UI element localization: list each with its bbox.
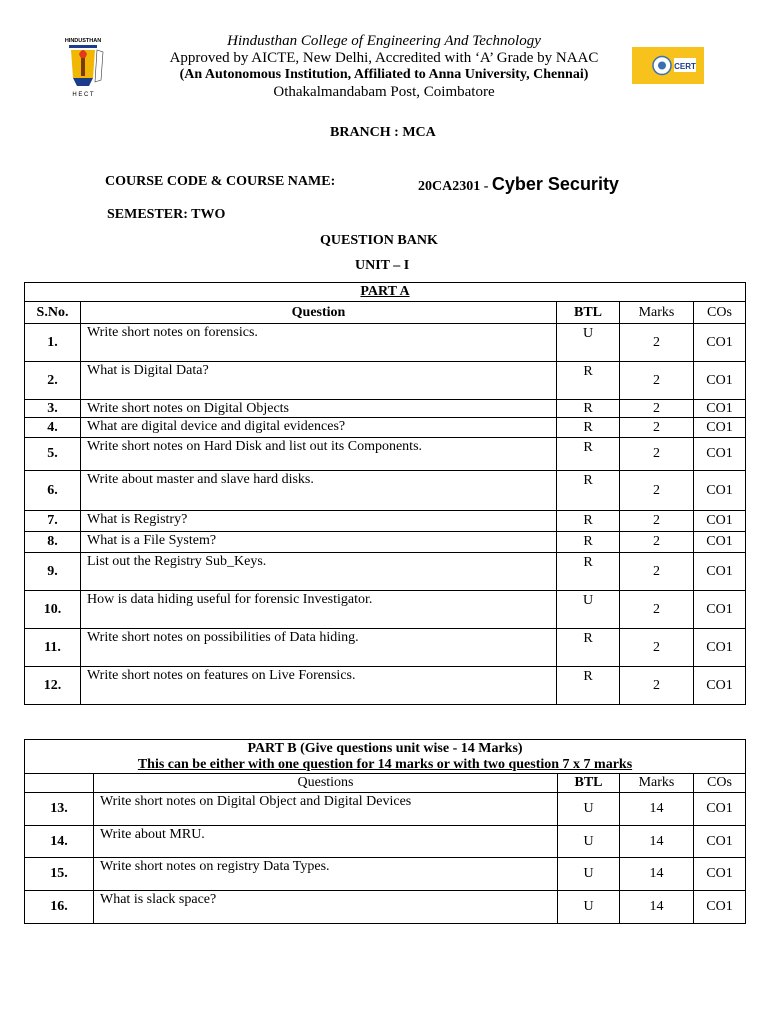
row-question: Write short notes on features on Live Forensics.: [81, 667, 557, 705]
row-sno: 7.: [25, 511, 81, 532]
row-co: CO1: [694, 629, 746, 667]
row-marks: 2: [620, 324, 694, 362]
cert-logo: [632, 47, 704, 84]
row-co: CO1: [694, 362, 746, 400]
row-question: Write short notes on Digital Objects: [81, 400, 557, 418]
row-question: What are digital device and digital evidences?: [81, 418, 557, 438]
address-line: Othakalmandabam Post, Coimbatore: [273, 84, 495, 100]
row-btl: U: [558, 826, 620, 858]
row-marks: 2: [620, 400, 694, 418]
col-question: Question: [81, 302, 557, 324]
row-marks: 14: [620, 826, 694, 858]
row-co: CO1: [694, 667, 746, 705]
course-code: [418, 174, 619, 195]
row-question: Write about MRU.: [94, 826, 558, 858]
table-row: [25, 362, 746, 400]
row-marks: 2: [620, 553, 694, 591]
row-marks: 2: [620, 511, 694, 532]
part-b-table: [24, 739, 746, 924]
table-row: [25, 471, 746, 511]
row-co: CO1: [694, 400, 746, 418]
row-co: CO1: [694, 324, 746, 362]
row-question: Write short notes on Hard Disk and list out its Components.: [81, 438, 557, 471]
unit-title: UNIT – I: [355, 258, 410, 273]
row-btl: R: [557, 471, 620, 511]
row-question: How is data hiding useful for forensic Investigator.: [81, 591, 557, 629]
row-sno: 3.: [25, 400, 81, 418]
semester-label: SEMESTER: TWO: [107, 207, 226, 222]
row-btl: R: [557, 362, 620, 400]
row-question: Write short notes on registry Data Types.: [94, 858, 558, 891]
col-questions: Questions: [94, 774, 558, 793]
row-btl: R: [557, 418, 620, 438]
row-co: CO1: [694, 591, 746, 629]
table-row: [25, 793, 746, 826]
table-row: [25, 826, 746, 858]
table-row: [25, 858, 746, 891]
course-name: Cyber Security: [491, 174, 619, 194]
table-row: [25, 418, 746, 438]
college-name: Hindusthan College of Engineering And Technology: [227, 33, 541, 49]
logo-left-bottom: H E C T: [72, 92, 94, 98]
row-sno: 16.: [25, 891, 94, 924]
row-co: CO1: [694, 511, 746, 532]
row-btl: R: [557, 400, 620, 418]
row-btl: U: [558, 891, 620, 924]
row-co: CO1: [694, 826, 746, 858]
approval-line: Approved by AICTE, New Delhi, Accredited with ‘A’ Grade by NAAC: [169, 50, 599, 66]
col-cos: COs: [694, 774, 746, 793]
row-co: CO1: [694, 532, 746, 553]
row-btl: R: [557, 532, 620, 553]
row-co: CO1: [694, 891, 746, 924]
row-sno: 6.: [25, 471, 81, 511]
row-marks: 2: [620, 362, 694, 400]
course-code-value: 20CA2301 -: [418, 179, 492, 194]
part-b-title: [25, 740, 746, 774]
row-marks: 2: [620, 438, 694, 471]
row-marks: 2: [620, 418, 694, 438]
row-question: What is a File System?: [81, 532, 557, 553]
cert-logo-text: CERT: [674, 62, 696, 71]
row-btl: R: [557, 629, 620, 667]
question-bank-title: QUESTION BANK: [320, 233, 438, 248]
row-btl: R: [557, 553, 620, 591]
col-marks: Marks: [620, 302, 694, 324]
row-sno: 10.: [25, 591, 81, 629]
row-question: Write short notes on forensics.: [81, 324, 557, 362]
row-question: What is Digital Data?: [81, 362, 557, 400]
row-marks: 14: [620, 891, 694, 924]
document-header: [0, 0, 768, 110]
row-marks: 2: [620, 471, 694, 511]
table-row: [25, 532, 746, 553]
table-row: [25, 667, 746, 705]
row-co: CO1: [694, 418, 746, 438]
row-co: CO1: [694, 553, 746, 591]
table-row: [25, 553, 746, 591]
table-row: [25, 400, 746, 418]
row-question: List out the Registry Sub_Keys.: [81, 553, 557, 591]
col-cos: COs: [694, 302, 746, 324]
row-sno: 5.: [25, 438, 81, 471]
table-row: [25, 629, 746, 667]
row-marks: 2: [620, 591, 694, 629]
table-row: [25, 591, 746, 629]
logo-left-text: HINDUSTHAN: [64, 38, 102, 44]
col-marks: Marks: [620, 774, 694, 793]
row-btl: R: [557, 438, 620, 471]
row-btl: U: [557, 324, 620, 362]
row-marks: 2: [620, 667, 694, 705]
row-question: Write short notes on Digital Object and Digital Devices: [94, 793, 558, 826]
row-btl: R: [557, 511, 620, 532]
branch-label: BRANCH : MCA: [330, 125, 436, 140]
row-sno: 12.: [25, 667, 81, 705]
row-co: CO1: [694, 858, 746, 891]
row-sno: 9.: [25, 553, 81, 591]
row-co: CO1: [694, 793, 746, 826]
col-sno: S.No.: [25, 302, 81, 324]
row-marks: 2: [620, 532, 694, 553]
table-row: [25, 324, 746, 362]
row-marks: 2: [620, 629, 694, 667]
row-co: CO1: [694, 438, 746, 471]
row-sno: 4.: [25, 418, 81, 438]
part-a-table: [24, 282, 746, 705]
row-sno: 2.: [25, 362, 81, 400]
row-btl: R: [557, 667, 620, 705]
row-co: CO1: [694, 471, 746, 511]
col-sno-blank: [25, 774, 94, 793]
part-a-title: PART A: [25, 283, 746, 302]
course-label: COURSE CODE & COURSE NAME:: [105, 174, 336, 189]
row-btl: U: [558, 858, 620, 891]
row-question: Write about master and slave hard disks.: [81, 471, 557, 511]
row-sno: 14.: [25, 826, 94, 858]
row-marks: 14: [620, 858, 694, 891]
autonomous-line: (An Autonomous Institution, Affiliated to Anna University, Chennai): [179, 67, 589, 82]
table-row: [25, 891, 746, 924]
row-sno: 13.: [25, 793, 94, 826]
row-question: What is slack space?: [94, 891, 558, 924]
row-sno: 1.: [25, 324, 81, 362]
row-sno: 8.: [25, 532, 81, 553]
row-sno: 11.: [25, 629, 81, 667]
row-question: Write short notes on possibilities of Data hiding.: [81, 629, 557, 667]
col-btl: BTL: [558, 774, 620, 793]
row-btl: U: [557, 591, 620, 629]
table-row: [25, 438, 746, 471]
part-b-title-line1: PART B (Give questions unit wise - 14 Marks): [247, 740, 523, 756]
row-btl: U: [558, 793, 620, 826]
row-marks: 14: [620, 793, 694, 826]
table-row: [25, 511, 746, 532]
row-question: What is Registry?: [81, 511, 557, 532]
col-btl: BTL: [557, 302, 620, 324]
part-b-title-line2: This can be either with one question for 14 marks or with two question 7 x 7 marks: [137, 756, 633, 772]
row-sno: 15.: [25, 858, 94, 891]
